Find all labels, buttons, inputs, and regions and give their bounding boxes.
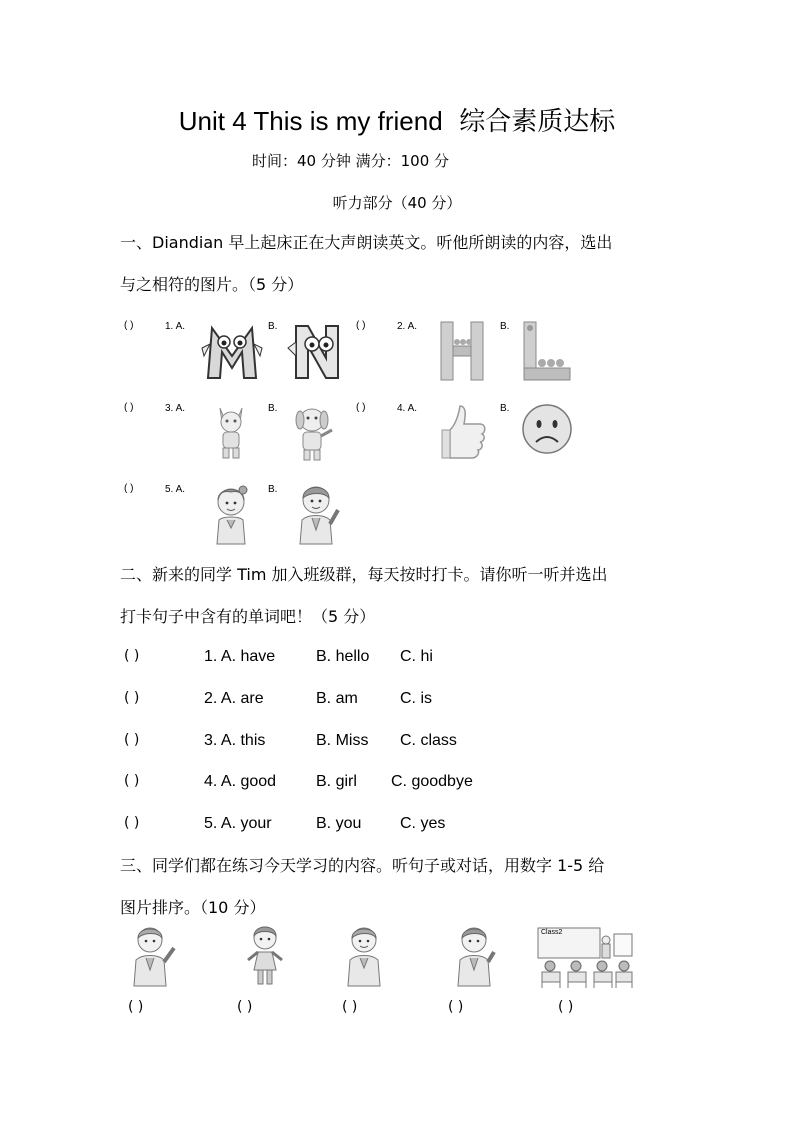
- s1-item5-paren[interactable]: ( ): [124, 483, 134, 494]
- thumbs-up-icon: [440, 402, 490, 462]
- boy-pointing-icon: [452, 922, 498, 988]
- s2-row2-option-a: 2. A. are: [204, 690, 264, 707]
- s1-item1-paren[interactable]: ( ): [124, 320, 134, 331]
- s3-answer-3[interactable]: ( ): [342, 999, 358, 1015]
- s2-row2-option-b: B. am: [316, 690, 358, 707]
- girl-standing-icon: [242, 922, 288, 988]
- s1-item4-b-label: B.: [500, 403, 510, 414]
- listening-heading: 听力部分（40 分）: [332, 194, 462, 212]
- s1-item4-label: 4. A.: [397, 403, 418, 414]
- boy-waving-icon: [128, 922, 180, 988]
- cat-icon: [210, 402, 252, 462]
- page-title: Unit 4 This is my friend 综合素质达标: [178, 106, 616, 137]
- s1-item3-b-label: B.: [268, 403, 278, 414]
- s2-row3-option-b: B. Miss: [316, 732, 369, 749]
- s1-item3-label: 3. A.: [165, 403, 186, 414]
- s1-item1-label: 1. A.: [165, 321, 186, 332]
- girl-icon: [205, 480, 261, 546]
- s2-row4-option-c: C. goodbye: [391, 773, 473, 790]
- boy-icon: [290, 480, 346, 546]
- s2-row1-option-b: B. hello: [316, 648, 370, 665]
- s3-answer-1[interactable]: ( ): [128, 999, 144, 1015]
- s1-item2-b-label: B.: [500, 321, 510, 332]
- s2-row1-option-a: 1. A. have: [204, 648, 276, 665]
- s2-row3-option-a: 3. A. this: [204, 732, 266, 749]
- s2-row2-answer[interactable]: ( ): [124, 690, 140, 706]
- s2-row5-option-b: B. you: [316, 815, 362, 832]
- s2-row4-answer[interactable]: ( ): [124, 773, 140, 789]
- exam-meta: 时间：40 分钟 满分：100 分: [252, 152, 450, 170]
- s1-item2-paren[interactable]: ( ): [356, 320, 366, 331]
- letter-n-icon: [282, 318, 344, 382]
- letter-l-icon: [520, 318, 574, 382]
- sad-face-icon: [520, 402, 574, 456]
- s2-row5-option-a: 5. A. your: [204, 815, 272, 832]
- s2-row1-answer[interactable]: ( ): [124, 648, 140, 664]
- s1-item1-b-label: B.: [268, 321, 278, 332]
- s1-item2-label: 2. A.: [397, 321, 418, 332]
- board-label: Class2: [541, 929, 563, 936]
- section1-instructions: 一、Diandian 早上起床正在大声朗读英文。听他所朗读的内容，选出 与之相符的图片。（5 分）: [120, 233, 613, 294]
- s1-item3-paren[interactable]: ( ): [124, 402, 134, 413]
- letter-h-icon: [435, 318, 489, 382]
- s3-answer-4[interactable]: ( ): [448, 999, 464, 1015]
- s2-row1-option-c: C. hi: [400, 648, 433, 665]
- boy-smiling-icon: [342, 922, 386, 988]
- section2-instructions: 二、新来的同学 Tim 加入班级群，每天按时打卡。请你听一听并选出 打卡句子中含有的单词吧！（5 分）: [120, 565, 608, 626]
- s2-row3-option-c: C. class: [400, 732, 457, 749]
- s1-item4-paren[interactable]: ( ): [356, 402, 366, 413]
- s1-item5-b-label: B.: [268, 484, 278, 495]
- s3-answer-2[interactable]: ( ): [237, 999, 253, 1015]
- s3-answer-5[interactable]: ( ): [558, 999, 574, 1015]
- s2-row2-option-c: C. is: [400, 690, 432, 707]
- dog-icon: [290, 402, 338, 464]
- section3-instructions: 三、同学们都在练习今天学习的内容。听句子或对话，用数字 1-5 给 图片排序。（10 分）: [120, 856, 605, 917]
- s2-row5-answer[interactable]: ( ): [124, 815, 140, 831]
- s2-row5-option-c: C. yes: [400, 815, 446, 832]
- s2-row4-option-b: B. girl: [316, 773, 357, 790]
- letter-m-icon: [198, 318, 266, 382]
- s2-row4-option-a: 4. A. good: [204, 773, 277, 790]
- s2-row3-answer[interactable]: ( ): [124, 732, 140, 748]
- s1-item5-label: 5. A.: [165, 484, 186, 495]
